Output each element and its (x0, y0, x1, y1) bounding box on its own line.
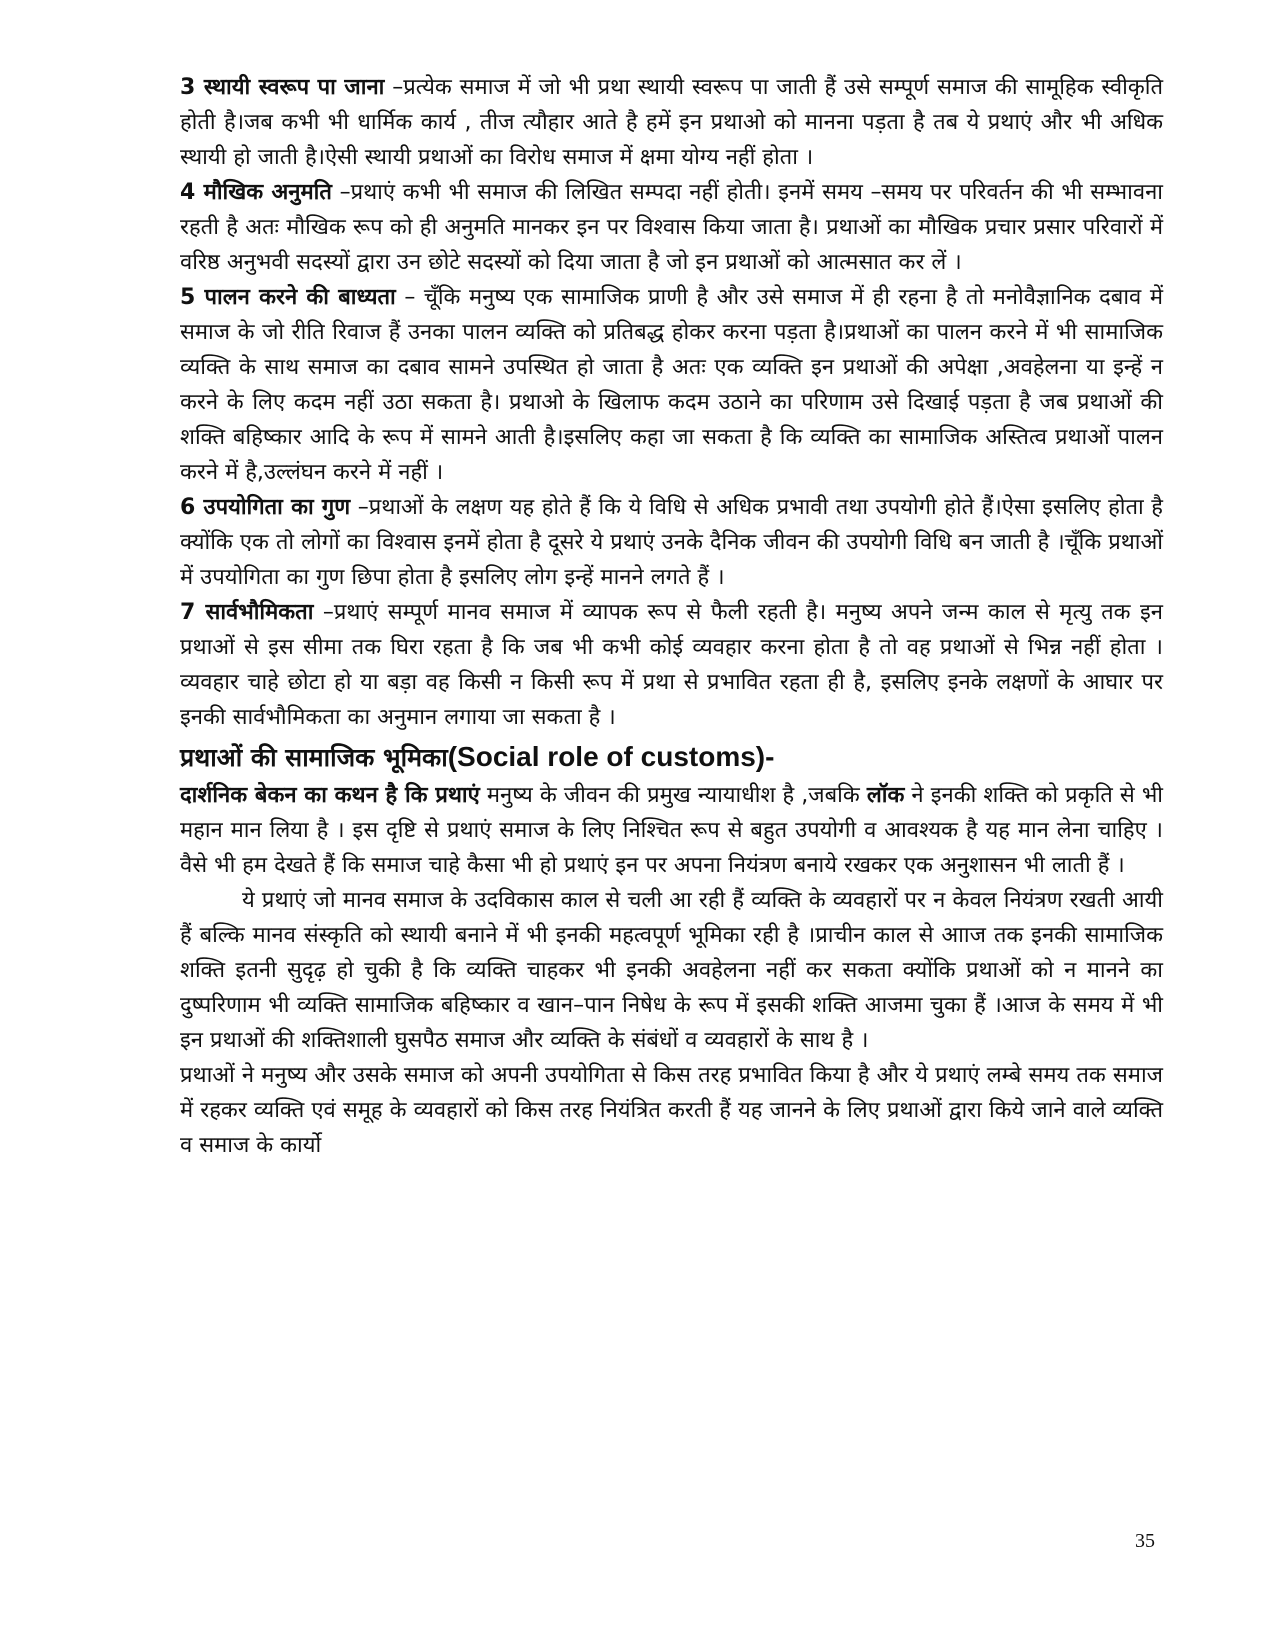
paragraph-permanent-form (180, 70, 1163, 175)
section-title-hindi: प्रथाओं की सामाजिक भूमिका (180, 743, 448, 772)
paragraph-text: –प्रथाएं कभी भी समाज की लिखित सम्पदा नहीं होती। इनमें समय –समय पर परिवर्तन की भी सम्भावना रहती है अतः मौखिक रूप को ही अनुमति मानकर इन पर विश्वास किया जाता है। प्रथाओं का मौखिक प्रचार प्रसार परिवारों में वरिष्ठ अनुभवी सदस्यों द्वारा उन छोटे सदस्यों को दिया जाता है जो इन प्रथाओं को आत्मसात कर लें । (180, 180, 1163, 275)
paragraph-last: प्रथाओं ने मनुष्य और उसके समाज को अपनी उपयोगिता से किस तरह प्रभावित किया है और ये प्रथाएं लम्बे समय तक समाज में रहकर व्यक्ति एवं समूह के व्यवहारों को किस तरह नियंत्रित करती हैं यह जानने के लिए प्रथाओं द्वारा किये जाने वाले व्यक्ति व समाज के कार्यो (180, 1063, 1163, 1158)
locke-name: लॉक (866, 783, 905, 808)
heading-utility: 6 उपयोगिता का गुण (180, 495, 351, 520)
paragraph-text: –प्रत्येक समाज में जो भी प्रथा स्थायी स्वरूप पा जाती हैं उसे सम्पूर्ण समाज की सामूहिक स्वीकृति होती है।जब कभी भी धार्मिक कार्य , तीज त्यौहार आते है हमें इन प्रथाओ को मानना पड़ता है तब ये प्रथाएं और भी अधिक स्थायी हो जाती है।ऐसी स्थायी प्रथाओं का विरोध समाज में क्षमा योग्य नहीं होता । (180, 75, 1163, 170)
paragraph-text: –प्रथाएं सम्पूर्ण मानव समाज में व्यापक रूप से फैली रहती है। मनुष्य अपने जन्म काल से मृत्यु तक इन प्रथाओं से इस सीमा तक घिरा रहता है कि जब भी कभी कोई व्यवहार करना होता है तो वह प्रथाओं से भिन्न नहीं होता ।व्यवहार चाहे छोटा हो या बड़ा वह किसी न किसी रूप में प्रथा से प्रभावित रहता ही है, इसलिए इनके लक्षणों के आघार पर इनकी सार्वभौमिकता का अनुमान लगाया जा सकता है । (180, 600, 1163, 730)
section-title-english: (Social role of customs)- (447, 741, 775, 772)
paragraph-bacon-quote (180, 778, 1163, 883)
heading-compulsion: 5 पालन करने की बाध्यता (180, 285, 396, 310)
bacon-rest: ने इनकी शक्ति को प्रकृति से भी महान मान लिया है । इस दृष्टि से प्रथाएं समाज के लिए निश्चित रूप से बहुत उपयोगी व आवश्यक है यह मान लेना चाहिए । वैसे भी हम देखते हैं कि समाज चाहे कैसा भी हो प्रथाएं इन पर अपना नियंत्रण बनाये रखकर एक अनुशासन भी लाती हैं । (180, 783, 1164, 878)
heading-universality: 7 सार्वभौमिकता (180, 600, 314, 625)
page-number: 35 (1135, 1530, 1155, 1552)
heading-permanent-form: 3 स्थायी स्वरूप पा जाना (180, 75, 385, 100)
paragraph-text: – चूँकि मनुष्य एक सामाजिक प्राणी है और उसे समाज में ही रहना है तो मनोवैज्ञानिक दबाव में समाज के जो रीति रिवाज हैं उनका पालन व्यक्ति को प्रतिबद्ध होकर करना पड़ता है।प्रथाओं का पालन करने में भी सामाजिक व्यक्ति के साथ समाज का दबाव सामने उपस्थित हो जाता है अतः एक व्यक्ति इन प्रथाओं की अपेक्षा ,अवहेलना या इन्हें न करने के लिए कदम नहीं उठा सकता है। प्रथाओ के खिलाफ कदम उठाने का परिणाम उसे दिखाई पड़ता है जब प्रथाओं की शक्ति बहिष्कार आदि के रूप में सामने आती है।इसलिए कहा जा सकता है कि व्यक्ति का सामाजिक अस्तित्व प्रथाओं पालन करने में है,उल्लंघन करने में नहीं । (180, 285, 1164, 485)
paragraph-universality (180, 595, 1163, 735)
paragraph-indented: ये प्रथाएं जो मानव समाज के उदविकास काल से चली आ रही हैं व्यक्ति के व्यवहारों पर न केवल नियंत्रण रखती आयी हैं बल्कि मानव संस्कृति को स्थायी बनाने में भी इनकी महत्वपूर्ण भूमिका रही है ।प्राचीन काल से आाज तक इनकी सामाजिक शक्ति इतनी सुदृढ़ हो चुकी है कि व्यक्ति चाहकर भी इनकी अवहेलना नहीं कर सकता क्योंकि प्रथाओं को न मानने का दुष्परिणाम भी व्यक्ति सामाजिक बहिष्कार व खान–पान निषेध के रूप में इसकी शक्ति आजमा चुका हैं ।आज के समय में भी इन प्रथाओं की शक्तिशाली घुसपैठ समाज और व्यक्ति के संबंधों व व्यवहारों के साथ है । (180, 888, 1163, 1053)
heading-oral-consent: 4 मौखिक अनुमति (180, 180, 332, 205)
paragraph-oral-consent (180, 175, 1163, 280)
bacon-mid: मनुष्य के जीवन की प्रमुख न्यायाधीश है ,जबकि (479, 783, 867, 808)
paragraph-utility (180, 490, 1163, 595)
paragraph-text: –प्रथाओं के लक्षण यह होते हैं कि ये विधि से अधिक प्रभावी तथा उपयोगी होते हैं।ऐसा इसलिए होता है क्योंकि एक तो लोगों का विश्वास इनमें होता है दूसरे ये प्रथाएं उनके दैनिक जीवन की उपयोगी विधि बन जाती है ।चूँकि प्रथाओं में उपयोगिता का गुण छिपा होता है इसलिए लोग इन्हें मानने लगते हैं । (180, 495, 1163, 590)
paragraph-compulsion (180, 280, 1163, 490)
section-title (180, 737, 1163, 778)
bacon-lead: दार्शनिक बेकन का कथन है कि प्रथाएं (180, 783, 480, 808)
